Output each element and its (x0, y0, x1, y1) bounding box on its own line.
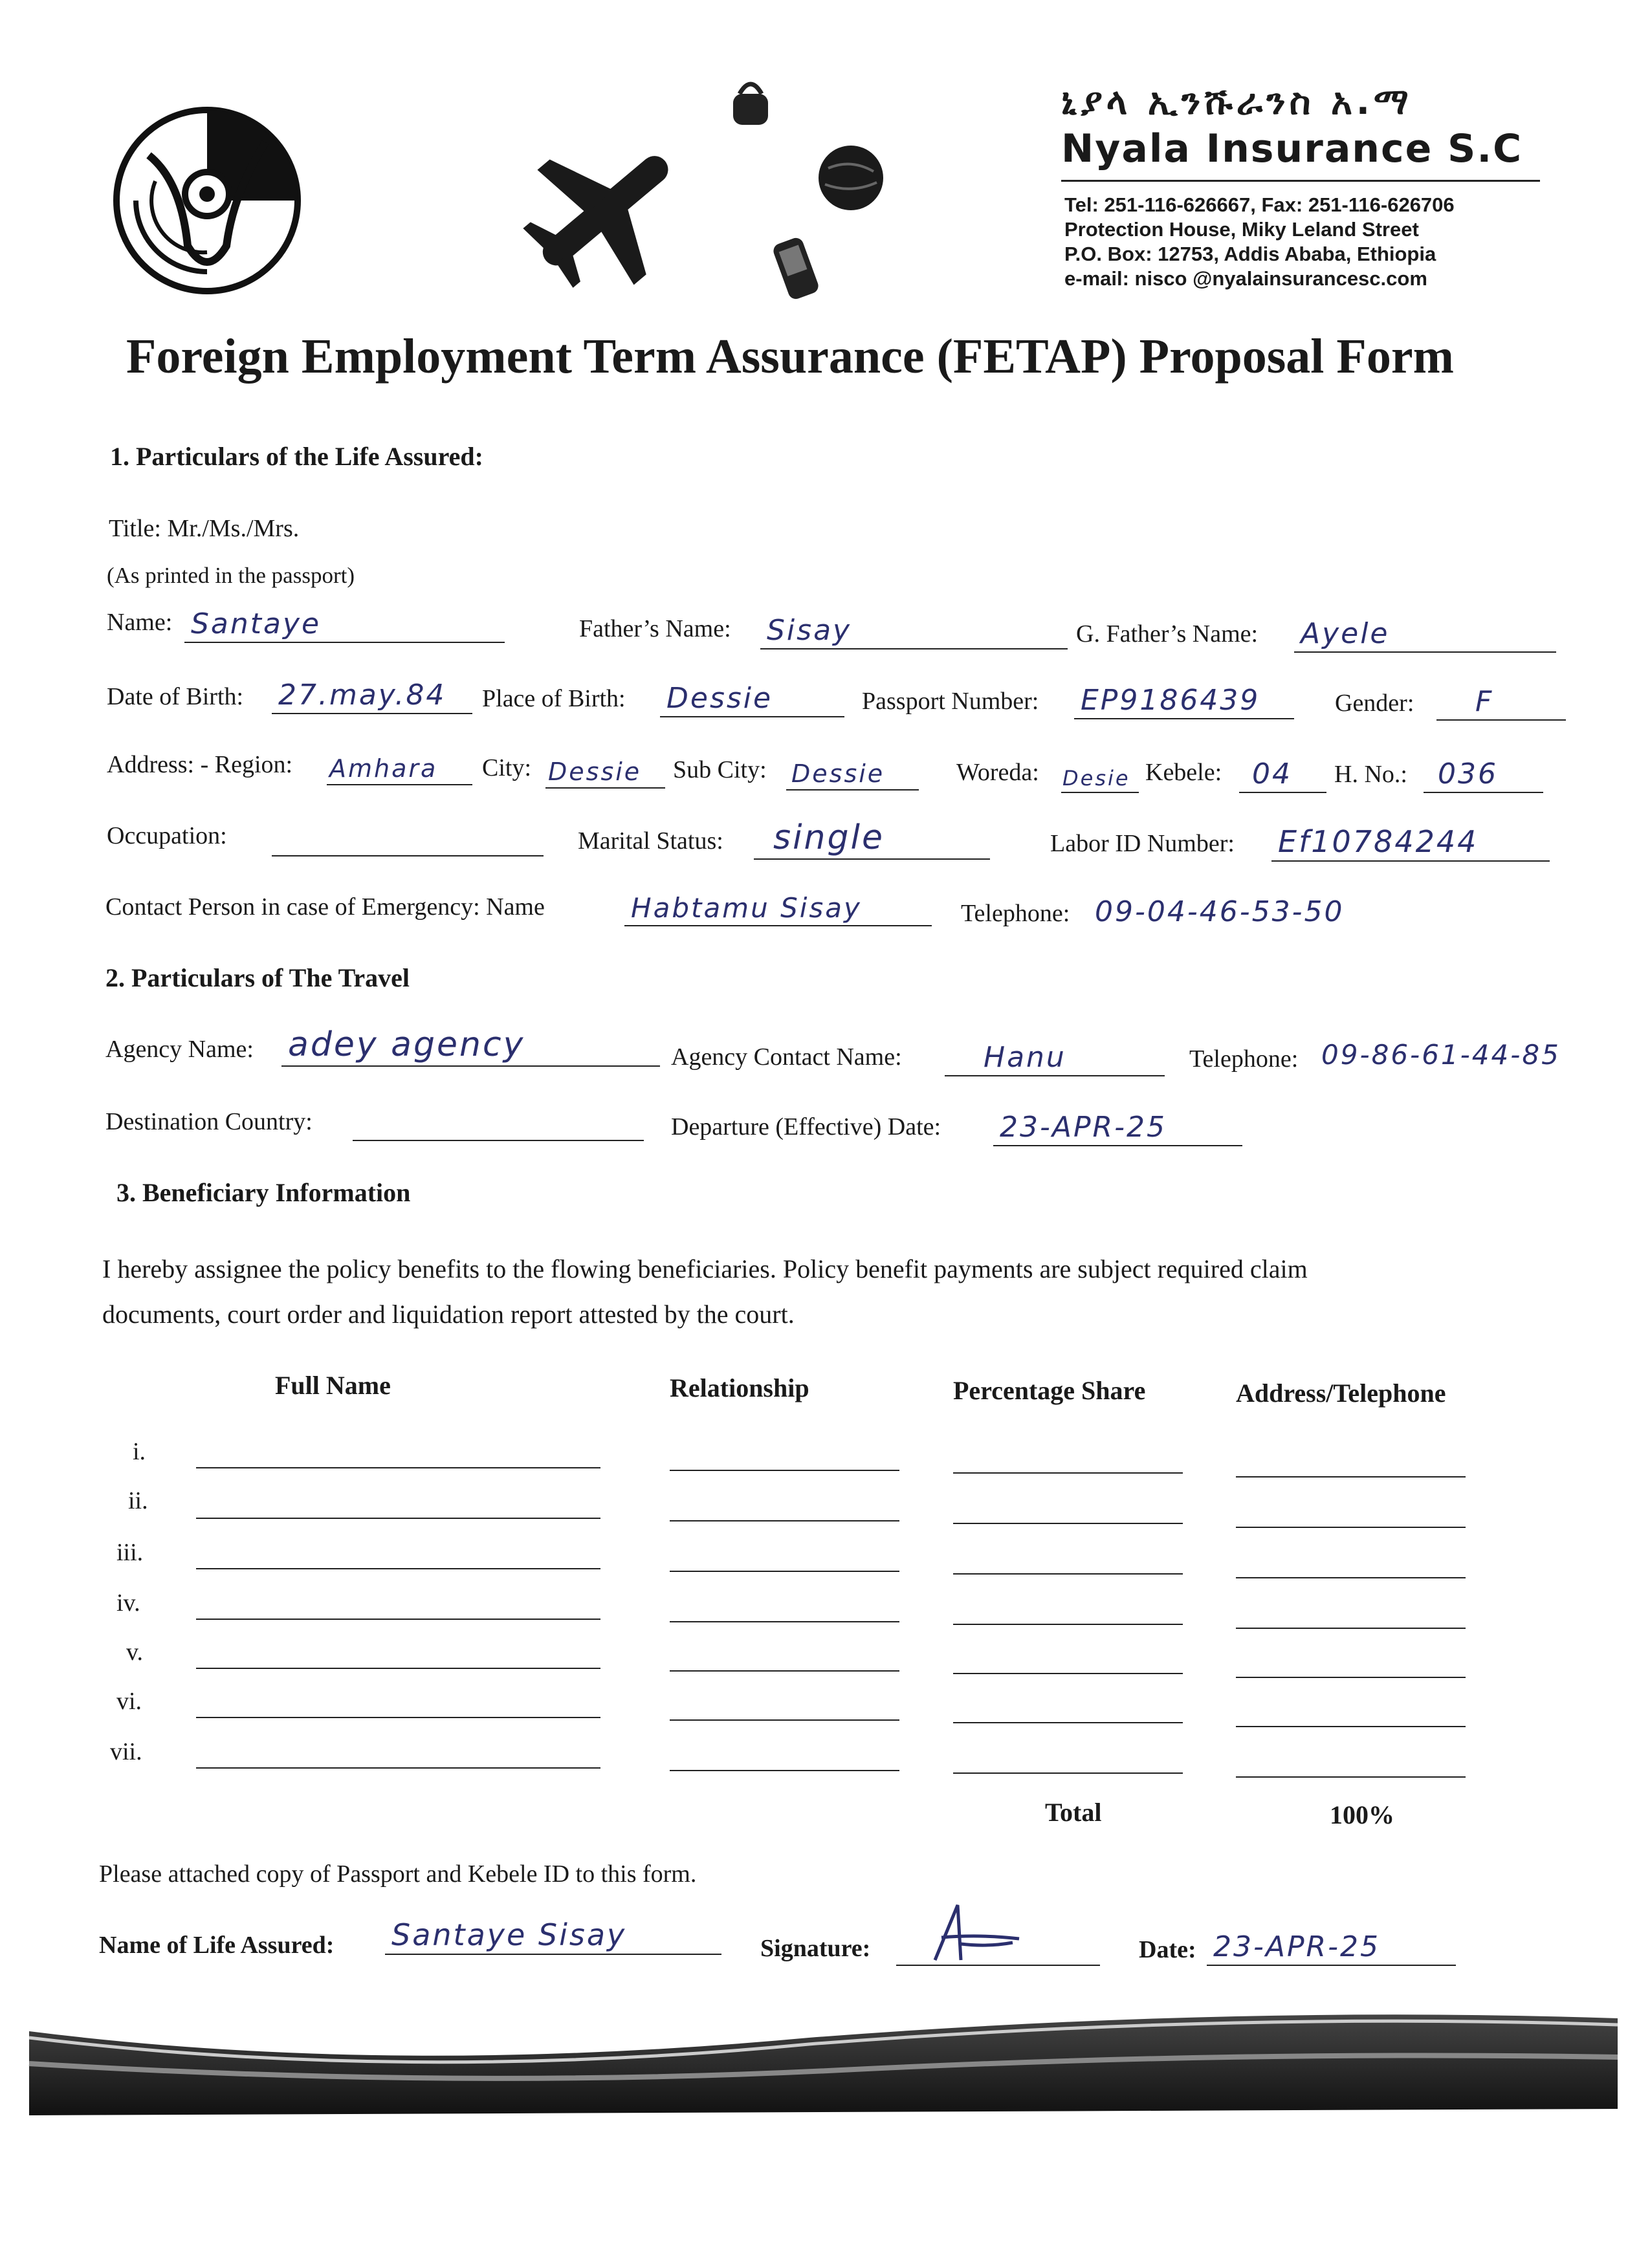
departure-date-value: 23-APR-25 (1000, 1111, 1167, 1144)
agency-telephone-label: Telephone: (1189, 1045, 1299, 1073)
region-value: Amhara (329, 754, 438, 783)
subcity-label: Sub City: (673, 756, 767, 783)
beneficiary-name-input[interactable] (196, 1717, 600, 1718)
section1-heading: 1. Particulars of the Life Assured: (110, 442, 483, 471)
signature-mark (922, 1899, 1039, 1970)
house-number-label: H. No.: (1334, 761, 1407, 788)
beneficiary-share-input[interactable] (953, 1673, 1183, 1674)
beneficiary-name-input[interactable] (196, 1518, 600, 1519)
city-field[interactable] (545, 754, 665, 789)
gender-value: F (1475, 685, 1494, 718)
beneficiary-relationship-input[interactable] (670, 1770, 899, 1771)
beneficiary-share-input[interactable] (953, 1772, 1183, 1774)
total-value: 100% (1330, 1800, 1394, 1829)
emergency-contact-field[interactable] (624, 891, 932, 926)
beneficiary-share-input[interactable] (953, 1624, 1183, 1625)
company-contact (1064, 193, 1455, 291)
occupation-label: Occupation: (107, 822, 227, 849)
globe-icon (815, 142, 886, 213)
father-name-value: Sisay (767, 614, 852, 647)
house-number-value: 036 (1438, 758, 1498, 791)
beneficiary-relationship-input[interactable] (670, 1571, 899, 1572)
destination-country-label: Destination Country: (105, 1108, 313, 1135)
beneficiary-name-input[interactable] (196, 1668, 600, 1669)
city-label: City: (482, 754, 532, 781)
house-number-field[interactable] (1424, 758, 1543, 793)
dob-label: Date of Birth: (107, 683, 244, 710)
pob-value: Dessie (666, 682, 773, 715)
life-assured-label: Name of Life Assured: (99, 1932, 335, 1959)
column-full-name: Full Name (275, 1371, 391, 1400)
column-address-telephone: Address/Telephone (1236, 1379, 1446, 1408)
life-assured-value: Santaye Sisay (391, 1917, 627, 1952)
beneficiary-name-input[interactable] (196, 1767, 600, 1769)
labor-id-label: Labor ID Number: (1050, 830, 1235, 857)
beneficiary-statement-line1: I hereby assignee the policy benefits to the flowing beneficiaries. Policy benefit payments are subject required claim (102, 1254, 1308, 1283)
beneficiary-address-input[interactable] (1236, 1476, 1466, 1477)
beneficiary-share-input[interactable] (953, 1573, 1183, 1575)
signature-label: Signature: (760, 1935, 871, 1962)
row-number: vii. (110, 1738, 142, 1765)
company-address: Protection House, Miky Leland Street (1064, 218, 1419, 241)
labor-id-value: Ef10784244 (1278, 824, 1479, 859)
agency-name-value: adey agency (288, 1025, 525, 1064)
beneficiary-statement-line2: documents, court order and liquidation report attested by the court. (102, 1300, 795, 1329)
beneficiary-relationship-input[interactable] (670, 1719, 899, 1721)
beneficiary-address-input[interactable] (1236, 1628, 1466, 1629)
column-percentage-share: Percentage Share (953, 1376, 1146, 1405)
kebele-label: Kebele: (1145, 759, 1222, 786)
date-value: 23-APR-25 (1213, 1930, 1380, 1963)
bag-icon (728, 78, 773, 129)
beneficiary-share-input[interactable] (953, 1472, 1183, 1474)
departure-date-field[interactable] (993, 1111, 1242, 1146)
row-number: v. (126, 1639, 144, 1666)
beneficiary-share-input[interactable] (953, 1523, 1183, 1524)
gfather-name-field[interactable] (1294, 618, 1556, 653)
row-number: iv. (116, 1589, 140, 1617)
beneficiary-relationship-input[interactable] (670, 1520, 899, 1521)
agency-contact-label: Agency Contact Name: (671, 1043, 902, 1071)
title-label: Title: Mr./Ms./Mrs. (109, 515, 300, 542)
row-number: vi. (116, 1688, 142, 1715)
company-tel-fax: Tel: 251-116-626667, Fax: 251-116-626706 (1064, 193, 1455, 216)
woreda-value: Desie (1062, 766, 1130, 791)
date-field[interactable] (1207, 1931, 1456, 1966)
subcity-field[interactable] (786, 756, 919, 791)
occupation-field[interactable] (272, 822, 544, 856)
beneficiary-address-input[interactable] (1236, 1577, 1466, 1578)
name-field[interactable] (184, 608, 505, 643)
city-value: Dessie (548, 758, 642, 786)
agency-contact-field[interactable] (945, 1041, 1165, 1076)
departure-date-label: Departure (Effective) Date: (671, 1113, 941, 1140)
beneficiary-share-input[interactable] (953, 1722, 1183, 1723)
woreda-field[interactable] (1061, 758, 1139, 793)
company-po-box: P.O. Box: 12753, Addis Ababa, Ethiopia (1064, 243, 1436, 265)
beneficiary-name-input[interactable] (196, 1619, 600, 1620)
row-number: i. (133, 1438, 146, 1465)
phone-icon (770, 233, 822, 304)
dob-value: 27.may.84 (278, 679, 446, 712)
row-number: iii. (116, 1539, 144, 1566)
beneficiary-relationship-input[interactable] (670, 1470, 899, 1471)
beneficiary-address-input[interactable] (1236, 1776, 1466, 1778)
region-label: Address: - Region: (107, 751, 293, 778)
gender-field[interactable] (1436, 686, 1566, 721)
gfather-name-value: Ayele (1301, 617, 1390, 650)
total-label: Total (1045, 1798, 1102, 1827)
father-name-label: Father’s Name: (579, 615, 731, 642)
beneficiary-relationship-input[interactable] (670, 1621, 899, 1622)
company-amharic-name: ኒያላ ኢንሹራንስ አ.ማ (1061, 81, 1413, 123)
marital-status-label: Marital Status: (578, 827, 723, 855)
emergency-telephone-label: Telephone: (961, 900, 1070, 927)
passport-number-value: EP9186439 (1081, 684, 1260, 717)
woreda-label: Woreda: (956, 759, 1039, 786)
marital-status-field[interactable] (754, 818, 990, 860)
agency-contact-value: Hanu (984, 1041, 1066, 1074)
marital-status-value: single (773, 818, 885, 857)
name-value: Santaye (191, 607, 322, 640)
row-number: ii. (128, 1487, 148, 1514)
signature-field[interactable] (896, 1931, 1100, 1966)
agency-telephone-field[interactable] (1320, 1038, 1624, 1073)
emergency-contact-label: Contact Person in case of Emergency: Name (105, 893, 545, 921)
beneficiary-address-input[interactable] (1236, 1677, 1466, 1678)
date-label: Date: (1139, 1936, 1196, 1963)
labor-id-field[interactable] (1271, 824, 1550, 862)
emergency-telephone-value: 09-04-46-53-50 (1095, 895, 1345, 928)
subcity-value: Dessie (791, 759, 885, 788)
form-title: Foreign Employment Term Assurance (FETAP) Proposal Form (126, 329, 1454, 384)
region-field[interactable] (327, 750, 472, 785)
agency-name-label: Agency Name: (105, 1036, 254, 1063)
pob-label: Place of Birth: (482, 685, 626, 712)
agency-name-field[interactable] (281, 1025, 660, 1067)
emergency-contact-value: Habtamu Sisay (631, 892, 862, 924)
life-assured-field[interactable] (385, 1917, 721, 1955)
beneficiary-address-input[interactable] (1236, 1726, 1466, 1727)
beneficiary-address-input[interactable] (1236, 1527, 1466, 1528)
company-name: Nyala Insurance S.C (1061, 126, 1523, 171)
company-logo (110, 104, 304, 298)
kebele-field[interactable] (1239, 758, 1326, 793)
passport-number-field[interactable] (1074, 684, 1294, 719)
destination-country-field[interactable] (353, 1106, 644, 1141)
section2-heading: 2. Particulars of The Travel (105, 963, 410, 992)
passport-number-label: Passport Number: (862, 688, 1039, 715)
beneficiary-name-input[interactable] (196, 1467, 600, 1468)
footer-wave (0, 1992, 1650, 2122)
beneficiary-name-input[interactable] (196, 1568, 600, 1569)
emergency-telephone-field[interactable] (1094, 896, 1424, 931)
company-email: e-mail: nisco @nyalainsurancesc.com (1064, 267, 1427, 290)
agency-telephone-value: 09-86-61-44-85 (1321, 1039, 1561, 1071)
company-name-underline (1061, 180, 1540, 182)
section3-heading: 3. Beneficiary Information (116, 1178, 411, 1207)
father-name-field[interactable] (760, 615, 1068, 649)
pob-field[interactable] (660, 682, 844, 717)
gender-label: Gender: (1335, 690, 1414, 717)
column-relationship: Relationship (670, 1373, 809, 1402)
beneficiary-relationship-input[interactable] (670, 1670, 899, 1672)
name-label: Name: (107, 609, 173, 636)
dob-field[interactable] (272, 679, 472, 714)
gfather-name-label: G. Father’s Name: (1076, 620, 1259, 648)
passport-note: (As printed in the passport) (107, 563, 355, 588)
attach-note: Please attached copy of Passport and Kebele ID to this form. (99, 1860, 697, 1888)
airplane-icon (511, 116, 699, 304)
kebele-value: 04 (1252, 758, 1292, 791)
